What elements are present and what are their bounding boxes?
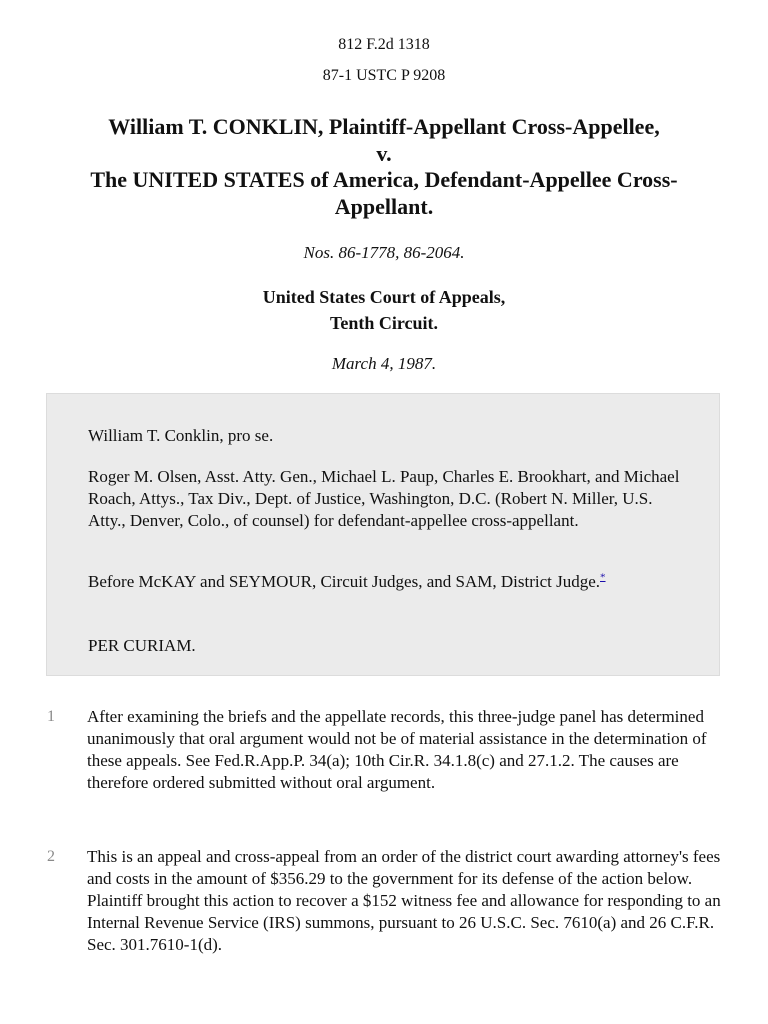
paragraph-text: This is an appeal and cross-appeal from an order of the district court awarding attorney's fees and costs in the amount of $356.29 to the government for its defense of the action below. Plaintiff brought this action to recover a $152 witness fee and allowance for responding to an Internal Revenue Service (IRS) summons, pursuant to 26 U.S.C. Sec. 7610(a) and 26 C.F.R. Sec. 301.7610-1(d).: [87, 847, 721, 954]
paragraph-number: 2: [47, 848, 55, 865]
decision-date: March 4, 1987.: [331, 354, 437, 373]
paragraph-number: 1: [47, 708, 55, 725]
court-name-line2: Tenth Circuit.: [329, 313, 439, 333]
government-counsel: Roger M. Olsen, Asst. Atty. Gen., Michael L. Paup, Charles E. Brookhart, and Michael Roach, Attys., Tax Div., Dept. of Justice, Washington, D.C. (Robert N. Miller, U.S. Atty., Denver, Colo., of counsel) for defendant-appellee cross-appellant.: [88, 467, 680, 530]
pro-se-counsel: William T. Conklin, pro se.: [88, 426, 274, 445]
panel-judges-text: Before McKAY and SEYMOUR, Circuit Judges, and SAM, District Judge.: [88, 572, 601, 591]
per-curiam: PER CURIAM.: [88, 636, 196, 655]
court-name-line1: United States Court of Appeals,: [262, 287, 506, 307]
panel-judges: [88, 571, 688, 593]
reporter-citation: 812 F.2d 1318: [338, 36, 430, 53]
caption-versus: v.: [376, 141, 392, 166]
docket-numbers: Nos. 86-1778, 86-2064.: [303, 243, 465, 262]
paragraph-text: After examining the briefs and the appellate records, this three-judge panel has determined unanimously that oral argument would not be of material assistance in the determination of these appeals. See Fed.R.App.P. 34(a); 10th Cir.R. 34.1.8(c) and 27.1.2. The causes are therefore ordered submitted without oral argument.: [87, 707, 707, 792]
caption-defendant-line2: Appellant.: [334, 194, 434, 219]
counsel-box: [46, 393, 720, 676]
tax-citation: 87-1 USTC P 9208: [322, 67, 446, 84]
footnote-link[interactable]: *: [600, 571, 606, 584]
caption-defendant-line1: The UNITED STATES of America, Defendant-Appellee Cross-: [90, 167, 678, 192]
caption-plaintiff: William T. CONKLIN, Plaintiff-Appellant Cross-Appellee,: [108, 114, 660, 139]
